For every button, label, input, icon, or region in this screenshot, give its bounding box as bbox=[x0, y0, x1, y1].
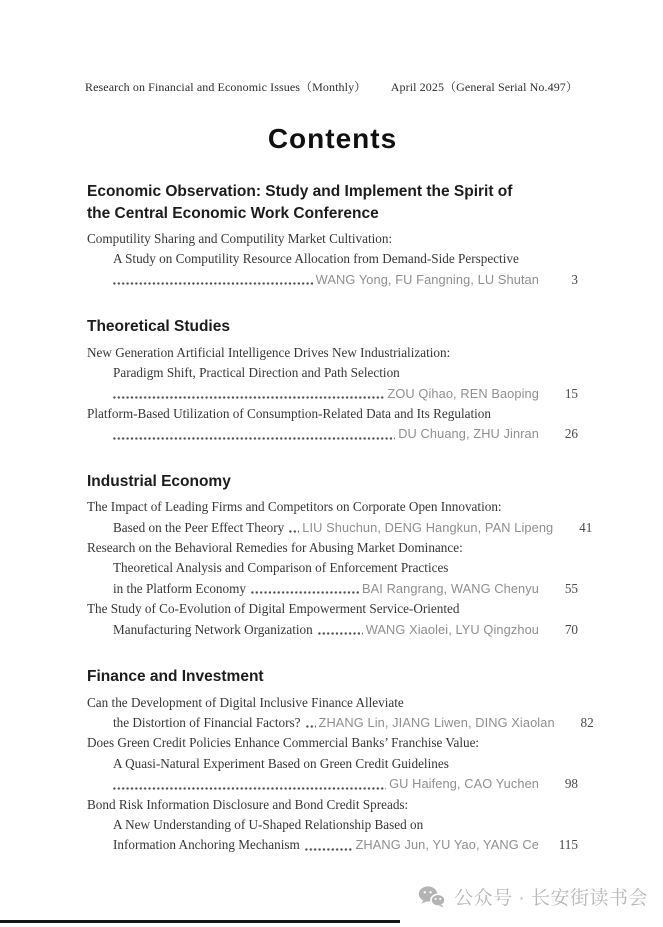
toc-entry-line bbox=[87, 579, 578, 599]
toc-entry-line bbox=[87, 599, 578, 619]
article-page-number: 82 bbox=[580, 715, 594, 730]
article-authors: LIU Shuchun, DENG Hangkun, PAN Lipeng bbox=[302, 519, 554, 535]
article-authors: BAI Rangrang, WANG Chenyu bbox=[362, 580, 539, 596]
dot-leader bbox=[289, 529, 299, 534]
dot-leader bbox=[113, 281, 313, 286]
toc-entry-line bbox=[87, 815, 578, 835]
section-theoretical-studies bbox=[87, 316, 578, 445]
dot-leader bbox=[306, 724, 316, 729]
toc-article bbox=[87, 343, 578, 404]
dot-leader bbox=[318, 631, 363, 636]
article-authors: GU Haifeng, CAO Yuchen bbox=[389, 776, 539, 792]
dot-leader bbox=[113, 395, 384, 400]
article-page-number: 26 bbox=[564, 426, 578, 442]
toc-entry-line bbox=[87, 558, 578, 578]
toc-article bbox=[87, 733, 578, 794]
toc-entry-line bbox=[87, 693, 578, 713]
article-title-text: Information Anchoring Mechanism bbox=[113, 837, 300, 853]
article-title-text: Computility Sharing and Computility Market Cultivation: bbox=[87, 231, 393, 246]
section-heading-line: Industrial Economy bbox=[87, 472, 231, 490]
toc-entry-line bbox=[87, 538, 578, 558]
article-authors: ZHANG Lin, JIANG Liwen, DING Xiaolan bbox=[318, 715, 555, 730]
dot-leader bbox=[251, 590, 359, 595]
article-authors: ZHANG Jun, YU Yao, YANG Ce bbox=[355, 837, 539, 853]
toc-entry-line bbox=[87, 518, 593, 538]
article-page-number: 55 bbox=[564, 580, 578, 596]
article-title-text: Theoretical Analysis and Comparison of Enforcement Practices bbox=[113, 560, 449, 576]
issue-info: April 2025（General Serial No.497） bbox=[390, 80, 578, 94]
toc-article bbox=[87, 497, 593, 538]
section-economic-observation bbox=[87, 181, 578, 290]
section-heading bbox=[87, 316, 578, 338]
dot-leader bbox=[305, 847, 353, 852]
toc-article bbox=[87, 404, 578, 445]
article-title-text: Can the Development of Digital Inclusive Finance Alleviate bbox=[87, 694, 404, 710]
dot-leader bbox=[113, 786, 386, 791]
article-title-text: in the Platform Economy bbox=[113, 580, 246, 596]
dot-leader bbox=[113, 436, 395, 441]
article-title-text: A New Understanding of U-Shaped Relationship Based on bbox=[113, 817, 424, 833]
toc-entry-line bbox=[87, 229, 578, 249]
section-heading-line: Theoretical Studies bbox=[87, 318, 230, 336]
toc-entry-line bbox=[87, 835, 578, 855]
article-title-text: A Quasi-Natural Experiment Based on Green Credit Guidelines bbox=[113, 755, 449, 771]
article-title-text: Does Green Credit Policies Enhance Commercial Banks’ Franchise Value: bbox=[87, 735, 480, 751]
toc-article bbox=[87, 229, 578, 290]
article-title-text: Based on the Peer Effect Theory bbox=[113, 519, 285, 535]
content-column bbox=[85, 0, 594, 856]
article-page-number: 3 bbox=[571, 271, 578, 287]
article-title-text: New Generation Artificial Intelligence Drives New Industrialization: bbox=[87, 344, 451, 360]
article-title-text: Manufacturing Network Organization bbox=[113, 621, 313, 637]
article-title-text: Paradigm Shift, Practical Direction and Path Selection bbox=[113, 365, 400, 381]
toc-entry-line bbox=[87, 754, 578, 774]
article-page-number: 98 bbox=[564, 776, 578, 792]
article-authors: WANG Xiaolei, LYU Qingzhou bbox=[365, 621, 539, 637]
section-heading bbox=[87, 181, 578, 224]
section-heading bbox=[87, 666, 578, 688]
article-title-text: The Impact of Leading Firms and Competitors on Corporate Open Innovation: bbox=[87, 499, 502, 515]
section-finance-and-investment bbox=[87, 666, 594, 856]
toc-entry-line bbox=[87, 424, 578, 444]
journal-name: Research on Financial and Economic Issues（Monthly） bbox=[85, 80, 367, 94]
article-page-number: 115 bbox=[558, 837, 578, 853]
toc-entry-line bbox=[87, 343, 578, 363]
section-industrial-economy bbox=[87, 471, 593, 640]
page-title: Contents bbox=[267, 123, 398, 154]
wechat-watermark bbox=[418, 883, 648, 910]
article-title-text: The Study of Co-Evolution of Digital Empowerment Service-Oriented bbox=[87, 601, 460, 617]
article-authors: ZOU Qihao, REN Baoping bbox=[387, 385, 539, 401]
article-page-number: 41 bbox=[579, 519, 593, 535]
toc-entry-line bbox=[87, 795, 578, 815]
toc-article bbox=[87, 693, 594, 734]
wechat-watermark-label: 公众号 · 长安街读书会 bbox=[454, 888, 648, 909]
toc-article bbox=[87, 599, 578, 640]
toc-entry-line bbox=[87, 497, 578, 517]
section-heading-line: the Central Economic Work Conference bbox=[87, 204, 379, 222]
toc-entry-line bbox=[87, 713, 594, 733]
article-title-text: Platform-Based Utilization of Consumption-Related Data and Its Regulation bbox=[87, 405, 491, 421]
article-title-text: Bond Risk Information Disclosure and Bond Credit Spreads: bbox=[87, 796, 409, 812]
article-authors: DU Chuang, ZHU Jinran bbox=[398, 426, 539, 442]
toc-entry-line bbox=[87, 249, 578, 269]
toc-entry-line bbox=[87, 384, 578, 404]
section-heading-line: Economic Observation: Study and Implement the Spirit of bbox=[87, 183, 513, 200]
article-page-number: 70 bbox=[564, 621, 578, 637]
toc-article bbox=[87, 538, 578, 599]
section-heading bbox=[87, 471, 578, 493]
toc-entry-line bbox=[87, 404, 578, 424]
toc-article bbox=[87, 795, 578, 856]
toc-entry-line bbox=[87, 774, 578, 794]
wechat-icon bbox=[418, 886, 446, 908]
article-title-text: A Study on Computility Resource Allocation from Demand-Side Perspective bbox=[113, 251, 519, 267]
scan-edge-line bbox=[0, 920, 400, 923]
masthead bbox=[85, 78, 578, 95]
toc-entry-line bbox=[87, 363, 578, 383]
section-heading-line: Finance and Investment bbox=[87, 668, 264, 686]
article-title-text: Research on the Behavioral Remedies for Abusing Market Dominance: bbox=[87, 540, 463, 556]
article-title-text: the Distortion of Financial Factors? bbox=[113, 715, 301, 730]
toc-entry-line bbox=[87, 270, 578, 290]
article-authors: WANG Yong, FU Fangning, LU Shutan bbox=[315, 271, 539, 287]
toc-entry-line bbox=[87, 620, 578, 640]
article-page-number: 15 bbox=[564, 385, 578, 401]
toc-entry-line bbox=[87, 733, 578, 753]
